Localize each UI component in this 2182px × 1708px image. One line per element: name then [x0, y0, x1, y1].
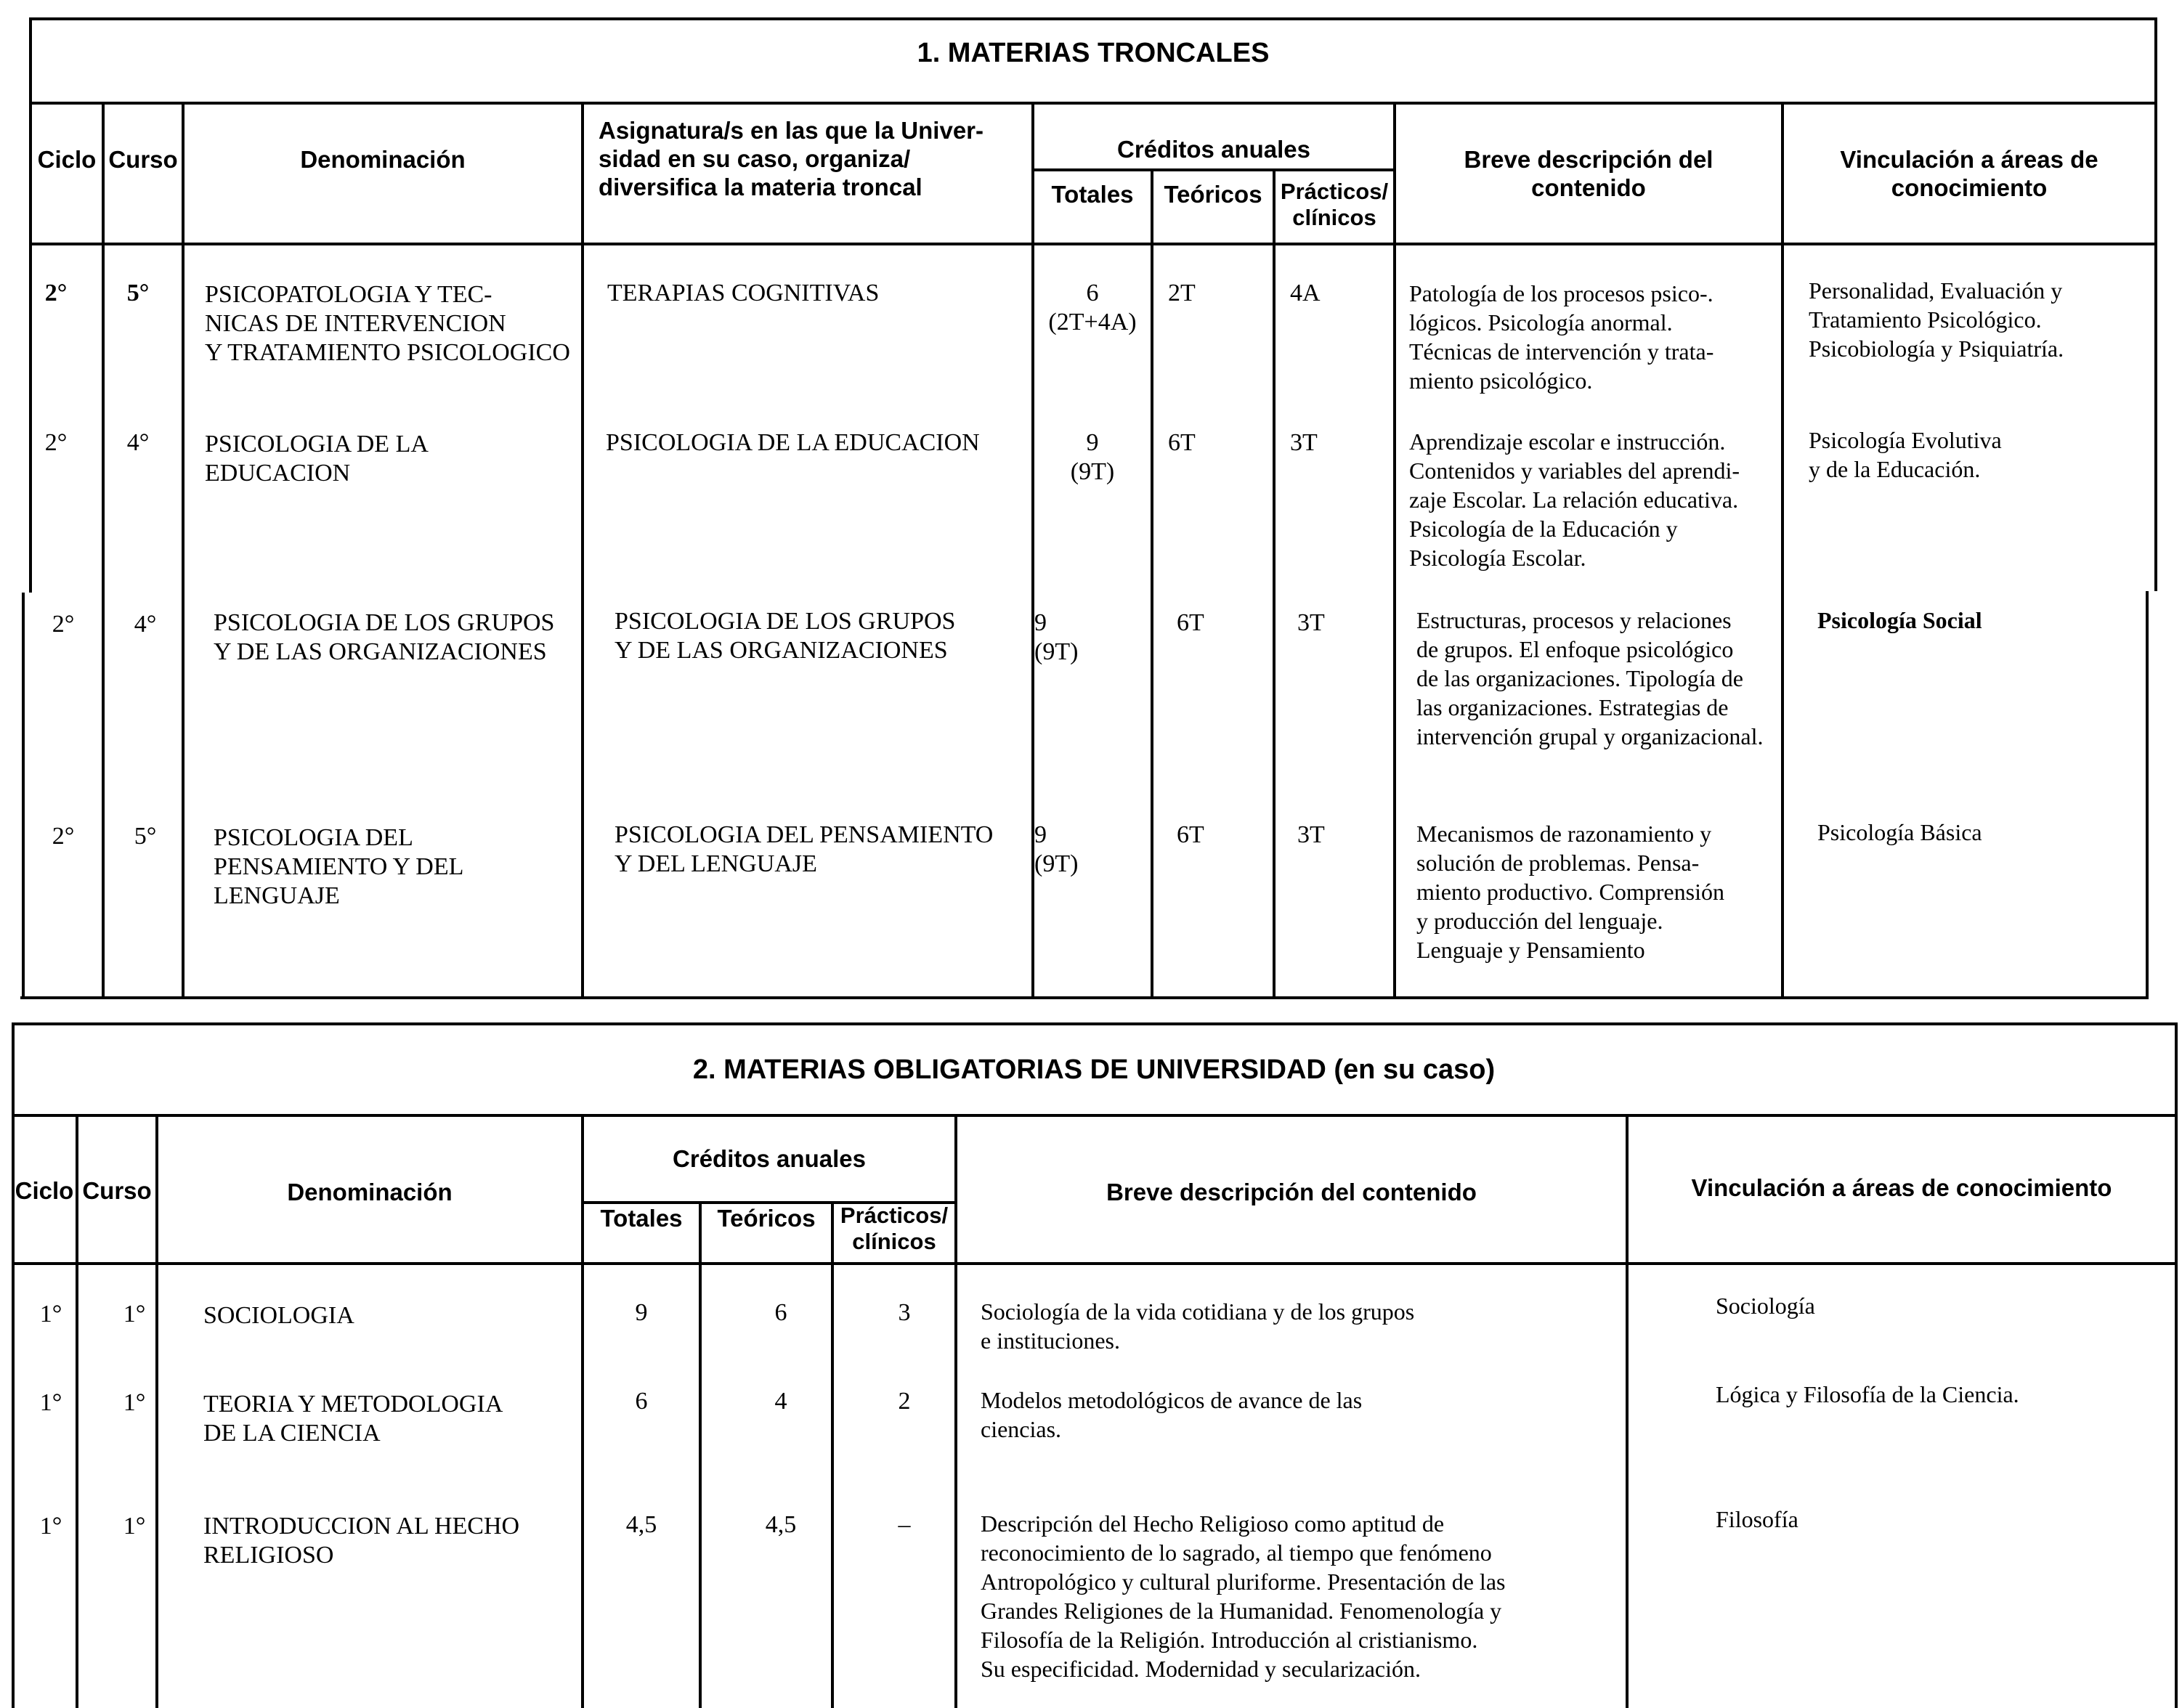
cell-denominacion: SOCIOLOGIA — [203, 1302, 354, 1329]
header-descripcion: Breve descripción del contenido — [1464, 146, 1713, 201]
cell-ciclo: 1° — [39, 1513, 62, 1540]
cell-curso: 5° — [126, 280, 150, 306]
cell-teoricos: 4,5 — [765, 1511, 797, 1538]
cell-teoricos: 2T — [1168, 280, 1196, 306]
cell-ciclo: 2° — [52, 823, 75, 850]
cell-denominacion: PSICOPATOLOGIA Y TEC- NICAS DE INTERVENCION Y TRATAMIENTO PSICOLOGICO — [205, 281, 570, 366]
cell-totales: 9 (9T) — [1070, 429, 1115, 485]
cell-ciclo: 2° — [52, 611, 75, 638]
cell-denominacion: PSICOLOGIA DEL PENSAMIENTO Y DEL LENGUAJE — [214, 824, 464, 909]
cell-ciclo: 2° — [44, 280, 68, 306]
header-vinculacion: Vinculación a áreas de conocimiento — [1840, 146, 2098, 201]
cell-asignatura: TERAPIAS COGNITIVAS — [607, 280, 880, 306]
cell-descripcion: Sociología de la vida cotidiana y de los grupos e instituciones. — [981, 1298, 1415, 1354]
cell-totales: 6 (2T+4A) — [1048, 280, 1137, 336]
cell-ciclo: 1° — [39, 1389, 62, 1416]
header-practicos: Prácticos/ clínicos — [840, 1203, 949, 1254]
cell-curso: 4° — [126, 429, 150, 456]
header-asignatura: Asignatura/s en las que la Univer- sidad en su caso, organiza/ diversifica la materia troncal — [599, 117, 983, 200]
header-totales: Totales — [1051, 181, 1134, 208]
cell-descripcion: Descripción del Hecho Religioso como aptitud de reconocimiento de lo sagrado, al tiempo que fenómeno Antropológico y cultural pluriforme. Presentación de las Grandes Religiones de la Humanidad. Fenomenología y Filosofía de la Religión. Introducción al cristianismo. Su especificidad. Modernidad y secularización. — [981, 1510, 1506, 1682]
cell-teoricos: 6T — [1177, 821, 1204, 848]
cell-asignatura: PSICOLOGIA DE LA EDUCACION — [606, 429, 980, 456]
header-ciclo: Ciclo — [37, 146, 97, 173]
cell-teoricos: 6T — [1168, 429, 1196, 456]
cell-asignatura: PSICOLOGIA DE LOS GRUPOS Y DE LAS ORGANIZACIONES — [615, 608, 956, 664]
header-ciclo: Ciclo — [15, 1177, 74, 1204]
cell-vinculacion: Lógica y Filosofía de la Ciencia. — [1716, 1381, 2019, 1407]
cell-curso: 4° — [134, 611, 157, 638]
cell-denominacion: PSICOLOGIA DE LOS GRUPOS Y DE LAS ORGANIZACIONES — [214, 609, 555, 665]
header-curso: Curso — [82, 1177, 152, 1204]
cell-curso: 1° — [123, 1301, 146, 1327]
cell-totales: 9 (9T) — [1034, 821, 1079, 877]
header-descripcion: Breve descripción del contenido — [1106, 1179, 1477, 1205]
cell-totales: 9 — [635, 1299, 648, 1326]
cell-teoricos: 6T — [1177, 609, 1204, 636]
cell-descripcion: Patología de los procesos psico-. lógicos. Psicología anormal. Técnicas de intervención y trata- miento psicológico. — [1409, 280, 1714, 394]
table1-title: 1. MATERIAS TRONCALES — [917, 38, 1270, 68]
cell-vinculacion: Psicología Evolutiva y de la Educación. — [1809, 427, 2002, 482]
header-denominacion: Denominación — [300, 146, 466, 173]
cell-asignatura: PSICOLOGIA DEL PENSAMIENTO Y DEL LENGUAJE — [615, 821, 994, 877]
header-teoricos: Teóricos — [1164, 181, 1262, 208]
cell-practicos: 3T — [1297, 609, 1325, 636]
cell-denominacion: INTRODUCCION AL HECHO RELIGIOSO — [203, 1513, 520, 1569]
header-creditos-anuales: Créditos anuales — [1117, 136, 1310, 163]
header-practicos: Prácticos/ clínicos — [1280, 179, 1389, 230]
cell-curso: 5° — [134, 823, 157, 850]
cell-denominacion: PSICOLOGIA DE LA EDUCACION — [205, 431, 429, 487]
header-denominacion: Denominación — [287, 1179, 453, 1205]
cell-totales: 9 (9T) — [1034, 609, 1079, 665]
header-vinculacion: Vinculación a áreas de conocimiento — [1691, 1174, 2112, 1201]
cell-vinculacion: Psicología Social — [1817, 607, 1982, 633]
cell-practicos: 3T — [1290, 429, 1318, 456]
cell-practicos: 4A — [1290, 280, 1321, 306]
header-curso: Curso — [108, 146, 178, 173]
cell-practicos: 3T — [1297, 821, 1325, 848]
cell-descripcion: Estructuras, procesos y relaciones de grupos. El enfoque psicológico de las organizaciones. Tipología de las organizaciones. Estrategias de intervención grupal y organizacional. — [1416, 607, 1764, 749]
cell-descripcion: Modelos metodológicos de avance de las ciencias. — [981, 1387, 1363, 1442]
cell-ciclo: 1° — [39, 1301, 62, 1327]
cell-descripcion: Aprendizaje escolar e instrucción. Contenidos y variables del aprendi- zaje Escolar. La relación educativa. Psicología de la Educación y Psicología Escolar. — [1409, 428, 1740, 571]
cell-denominacion: TEORIA Y METODOLOGIA DE LA CIENCIA — [203, 1391, 503, 1447]
cell-vinculacion: Sociología — [1716, 1293, 1815, 1319]
cell-descripcion: Mecanismos de razonamiento y solución de problemas. Pensa- miento productivo. Comprensión y producción del lenguaje. Lenguaje y Pensamiento — [1416, 821, 1724, 963]
cell-vinculacion: Filosofía — [1716, 1506, 1798, 1532]
cell-teoricos: 6 — [774, 1299, 787, 1326]
cell-totales: 6 — [635, 1388, 648, 1415]
cell-practicos: 2 — [898, 1388, 911, 1415]
table2-title: 2. MATERIAS OBLIGATORIAS DE UNIVERSIDAD (en su caso) — [692, 1054, 1496, 1085]
cell-curso: 1° — [123, 1513, 146, 1540]
cell-curso: 1° — [123, 1389, 146, 1416]
cell-ciclo: 2° — [44, 429, 68, 456]
cell-practicos: 3 — [898, 1299, 911, 1326]
header-creditos-anuales: Créditos anuales — [673, 1145, 866, 1172]
cell-practicos: – — [898, 1511, 911, 1538]
cell-vinculacion: Psicología Básica — [1817, 819, 1982, 845]
cell-vinculacion: Personalidad, Evaluación y Tratamiento Psicológico. Psicobiología y Psiquiatría. — [1809, 277, 2064, 362]
cell-totales: 4,5 — [625, 1511, 657, 1538]
header-teoricos: Teóricos — [717, 1205, 816, 1232]
cell-teoricos: 4 — [774, 1388, 787, 1415]
header-totales: Totales — [600, 1205, 683, 1232]
